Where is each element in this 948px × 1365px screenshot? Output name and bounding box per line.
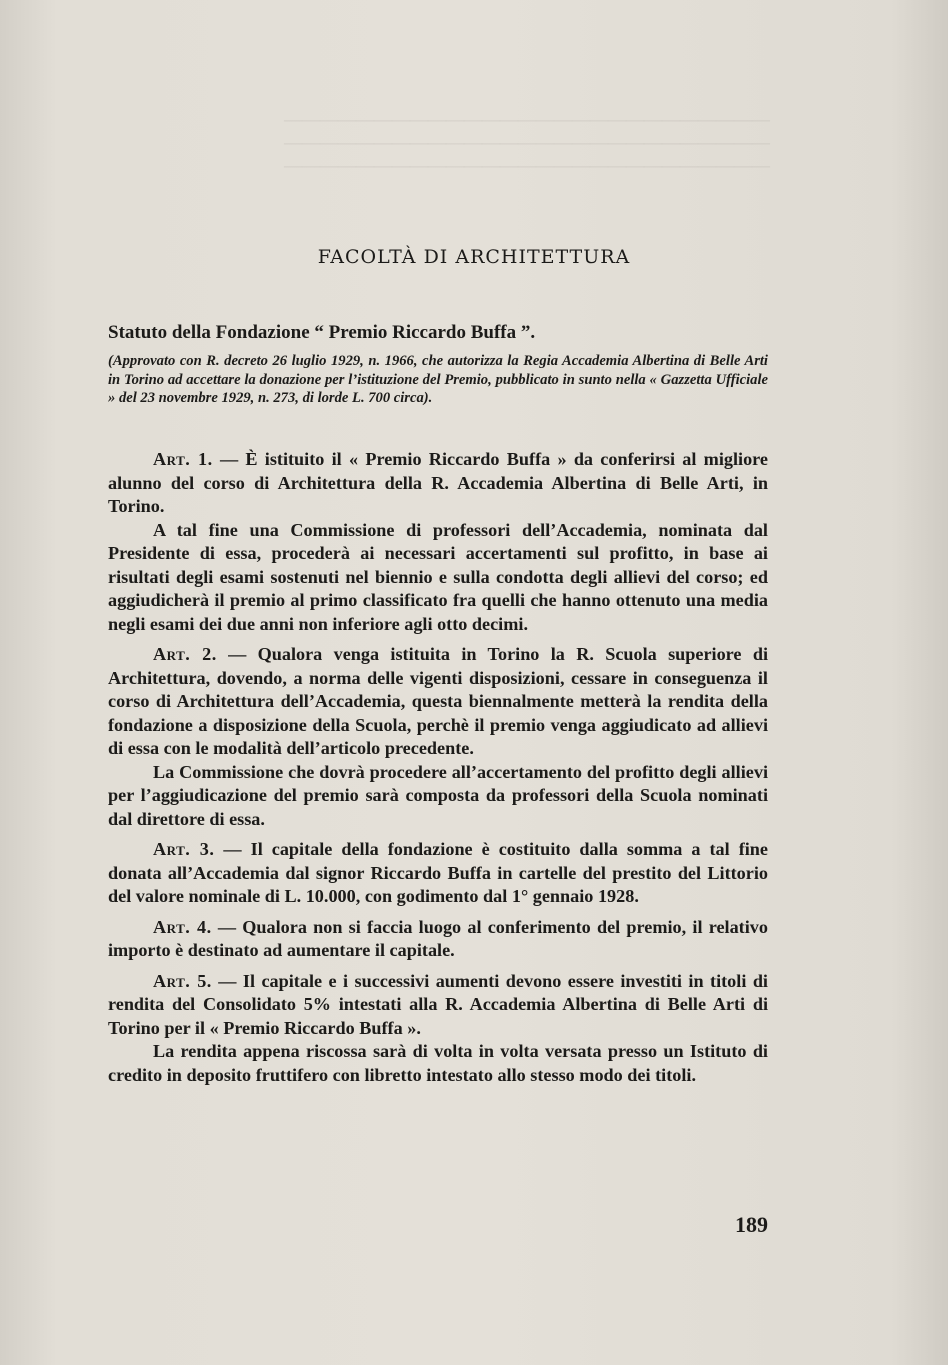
approval-note: (Approvato con R. decreto 26 luglio 1929, n. 1966, che autorizza la Regia Accademia Albertina di Belle Arti in Torino ad accettare la donazione per l’istituzione del Premio, pubblicato in sunto nella « Gazzetta Ufficiale » del 23 novembre 1929, n. 273, di lorde L. 700 circa).	[108, 353, 768, 407]
article-label: Art. 1.	[153, 449, 213, 469]
article-3	[108, 838, 768, 909]
article-2-paragraph: La Commissione che dovrà procedere all’accertamento del profitto degli allievi per l’aggiudicazione del premio sarà composta da professori della Scuola nominati dal direttore di essa.	[108, 761, 768, 829]
article-text: — Qualora non si faccia luogo al conferimento del premio, il relativo importo è destinato ad aumentare il capitale.	[108, 916, 768, 960]
article-5	[108, 970, 768, 1041]
article-1-paragraph: A tal fine una Commissione di professori dell’Accademia, nominata dal Presidente di essa, procederà ai necessari accertamenti sul profitto, in base ai risultati degli esami sostenuti nel biennio e sulla condotta degli allievi del corso; ed aggiudicherà il premio al primo classificato fra quelli che hanno ottenuto una media negli esami dei due anni non inferiore agli otto decimi.	[108, 519, 768, 634]
articles-body	[108, 448, 768, 1087]
article-text: — Il capitale e i successivi aumenti devono essere investiti in titoli di rendita del Consolidato 5% intestati alla R. Accademia Albertina di Belle Arti di Torino per il « Premio Riccardo Buffa ».	[108, 970, 768, 1038]
article-text: — Il capitale della fondazione è costituito dalla somma a tal fine donata all’Accademia dal signor Riccardo Buffa in cartelle del prestito del Littorio del valore nominale di L. 10.000, con godimento dal 1° gennaio 1928.	[108, 839, 768, 906]
page-number: 189	[735, 1212, 768, 1237]
article-2	[108, 643, 768, 761]
article-label: Art. 5.	[153, 970, 212, 991]
article-4	[108, 916, 768, 963]
article-text: — È istituito il « Premio Riccardo Buffa » da conferirsi al migliore alunno del corso di Architettura della R. Accademia Albertina di Belle Arti, in Torino.	[108, 449, 768, 516]
article-label: Art. 3.	[153, 839, 215, 859]
statute-heading: Statuto della Fondazione “ Premio Riccardo Buffa ”.	[108, 322, 536, 343]
article-label: Art. 2.	[153, 644, 217, 664]
article-1	[108, 448, 768, 519]
bleed-through-shadow: ——————————————————————————— ——————————————————————————— ———————————————————————————	[284, 109, 770, 175]
article-text: — Qualora venga istituita in Torino la R. Scuola superiore di Architettura, dovendo, a norma delle vigenti disposizioni, cessare in conseguenza il corso di Architettura dell’Accademia, questa biennalmente metterà la rendita della fondazione a disposizione della Scuola, perchè il premio venga aggiudicato ad allievi di essa con le modalità dell’articolo precedente.	[108, 644, 768, 758]
page-title: FACOLTÀ DI ARCHITETTURA	[317, 246, 631, 268]
article-5-paragraph: La rendita appena riscossa sarà di volta in volta versata presso un Istituto di credito in deposito fruttifero con libretto intestato allo stesso modo dei titoli.	[108, 1041, 768, 1085]
article-label: Art. 4.	[153, 916, 212, 937]
